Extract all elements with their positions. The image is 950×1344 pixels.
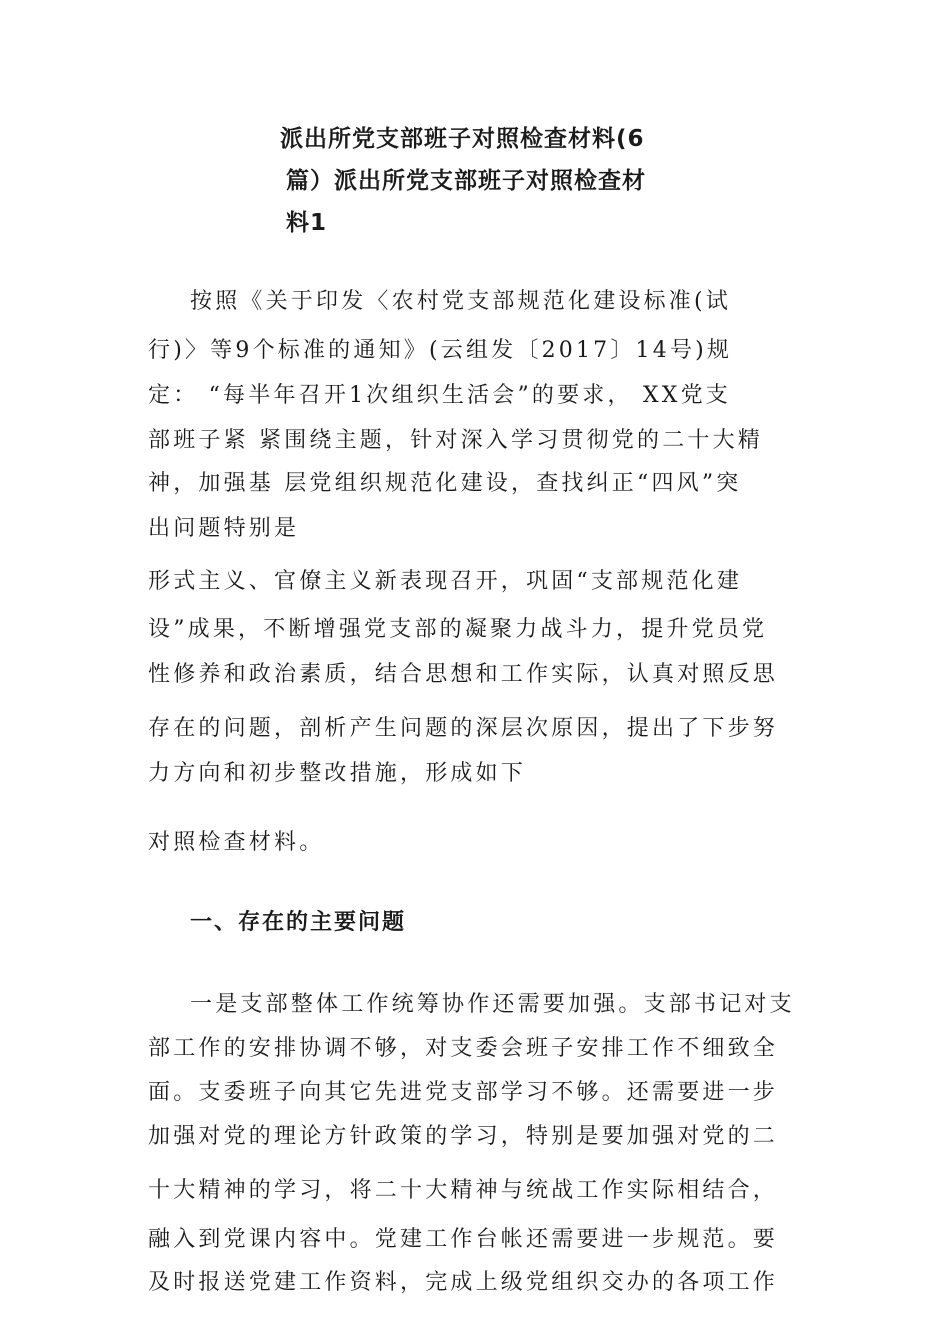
body-text-line: 部工作的安排协调不够，对支委会班子安排工作不细致全 [148,1036,779,1061]
title-line: 料1 [286,210,328,236]
body-text-line: 定： “每半年召开1次组织生活会”的要求， XX党支 [148,383,732,408]
body-text-line: 融入到党课内容中。党建工作台帐还需要进一步规范。要 [148,1227,779,1252]
title-line: 篇）派出所党支部班子对照检查材 [286,168,646,194]
body-text-line: 按照《关于印发〈农村党支部规范化建设标准(试 [190,289,731,314]
body-text-line: 出问题特别是 [148,516,300,541]
body-text-line: 及时报送党建工作资料，完成上级党组织交办的各项工作 [148,1270,779,1295]
document-title [280,118,700,244]
body-text-line: 面。支委班子向其它先进党支部学习不够。还需要进一步 [148,1080,779,1105]
body-text-line: 一是支部整体工作统筹协作还需要加强。支部书记对支 [190,992,795,1017]
body-text-line: 存在的问题，剖析产生问题的深层次原因，提出了下步努 [148,716,779,741]
body-text-line: 部班子紧 紧围绕主题，针对深入学习贯彻党的二十大精 [148,428,763,453]
body-text-line: 设”成果，不断增强党支部的凝聚力战斗力，提升党员党 [148,617,768,642]
body-text-line: 加强对党的理论方针政策的学习，特别是要加强对党的二 [148,1124,779,1149]
body-text-line: 性修养和政治素质，结合思想和工作实际，认真对照反思 [148,662,779,687]
body-text-line: 形式主义、官僚主义新表现召开，巩固“支部规范化建 [148,569,743,594]
title-line: 派出所党支部班子对照检查材料(6 [280,126,645,152]
body-text-line: 力方向和初步整改措施，形成如下 [148,761,527,786]
body-text-line: 神，加强基 层党组织规范化建设，查找纠正“四风”突 [148,471,742,496]
section-heading: 一、存在的主要问题 [190,910,407,935]
body-text-line: 行)〉等9个标准的通知》(云组发〔2017〕14号)规 [148,338,733,363]
body-text-line: 对照检查材料。 [148,830,325,855]
body-text-line: 十大精神的学习，将二十大精神与统战工作实际相结合， [148,1178,779,1203]
